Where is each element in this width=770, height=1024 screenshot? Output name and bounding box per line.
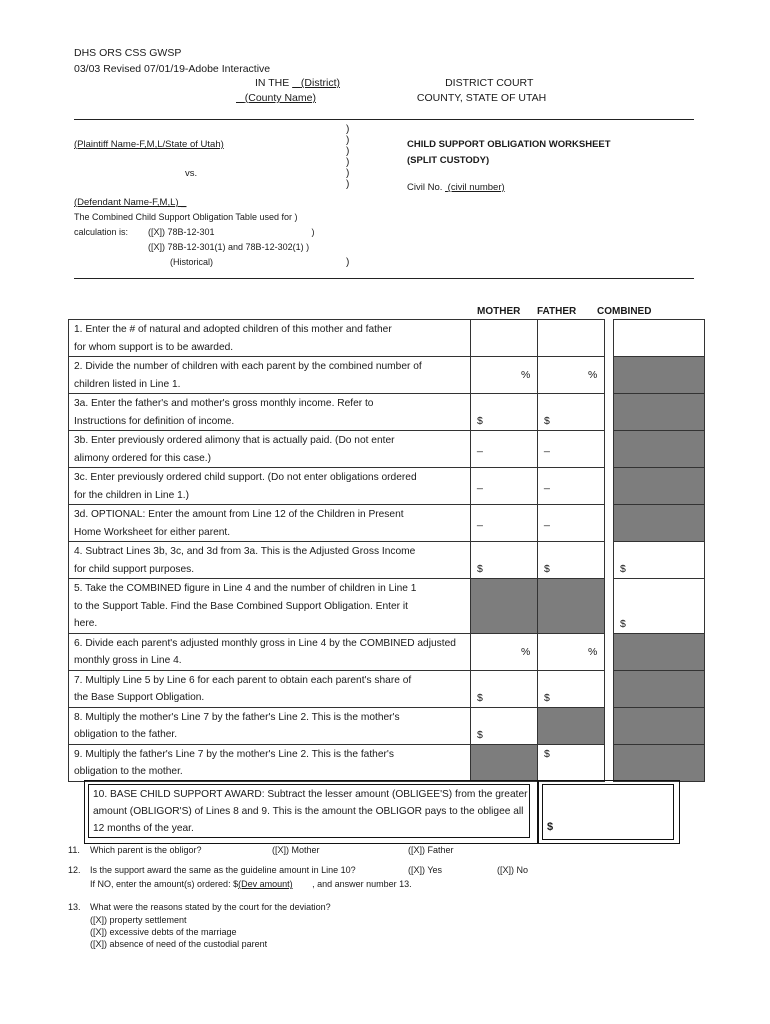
line-3d-combined: [614, 505, 705, 542]
line-8-text: 8. Multiply the mother's Line 7 by the father's Line 2. This is the mother's obligation to the father.: [69, 707, 471, 744]
county-line: (County Name) COUNTY, STATE OF UTAH: [236, 92, 546, 104]
line-3a-combined: [614, 394, 705, 431]
col-mother: MOTHER: [477, 306, 521, 317]
q12-sub: If NO, enter the amount(s) ordered: $(Dev amount) , and answer number 13.: [90, 879, 412, 889]
line-2-mother[interactable]: %: [471, 357, 538, 394]
line-3a-father[interactable]: $: [538, 394, 605, 431]
line-3c-father[interactable]: _: [538, 468, 605, 505]
line-3b-mother[interactable]: _: [471, 431, 538, 468]
q11-father-option[interactable]: ([X]) Father: [408, 845, 454, 855]
table-row: [69, 320, 705, 357]
deviation-amount-field[interactable]: (Dev amount): [238, 879, 293, 889]
line-3a-mother[interactable]: $: [471, 394, 538, 431]
col-father: FATHER: [537, 306, 577, 317]
q13-reason-need[interactable]: ([X]) absence of need of the custodial parent: [90, 939, 268, 949]
line-7-combined: [614, 670, 705, 707]
line-9-father[interactable]: $: [538, 744, 605, 781]
line-3a-text: 3a. Enter the father's and mother's gross monthly income. Refer to Instructions for definition of income.: [69, 394, 471, 431]
line-8-combined: [614, 707, 705, 744]
table-row: [69, 670, 705, 707]
line-9-text: 9. Multiply the father's Line 7 by the mother's Line 2. This is the father's obligation to the mother.: [69, 744, 471, 781]
worksheet-table: [68, 319, 705, 782]
line-6-mother[interactable]: %: [471, 633, 538, 670]
line-9-mother: [471, 744, 538, 781]
line-5-combined[interactable]: $: [614, 579, 705, 634]
divider: [74, 119, 694, 120]
calc-label: calculation is:: [74, 227, 129, 237]
q13-reason-debts[interactable]: ([X]) excessive debts of the marriage: [90, 927, 237, 937]
q12-yes-option[interactable]: ([X]) Yes: [408, 865, 443, 875]
line-1-father[interactable]: [538, 320, 605, 357]
table-option-3: (Historical): [170, 257, 214, 267]
q11-mother-option[interactable]: ([X]) Mother: [272, 845, 320, 855]
line-5-father: [538, 579, 605, 634]
table-row: [69, 431, 705, 468]
vs-label: vs.: [185, 168, 198, 179]
table-row: [69, 633, 705, 670]
line-1-combined[interactable]: [614, 320, 705, 357]
q13-number: 13.: [68, 902, 81, 912]
q11-number: 11.: [68, 845, 80, 855]
line-7-text: 7. Multiply Line 5 by Line 6 for each parent to obtain each parent's share of the Base Support Obligation.: [69, 670, 471, 707]
line-5-text: 5. Take the COMBINED figure in Line 4 and the number of children in Line 1 to the Support Table. Find the Base Combined Support Obligation. Enter it here.: [69, 579, 471, 634]
county-field[interactable]: (County Name): [244, 92, 316, 104]
form-id: DHS ORS CSS GWSP: [74, 47, 182, 59]
caption-bracket: ) ) ) ) ) ): [346, 124, 350, 190]
line-3d-father[interactable]: _: [538, 505, 605, 542]
defendant-field[interactable]: (Defendant Name-F,M,L) _: [74, 197, 187, 208]
divider: [74, 278, 694, 279]
q12-text: Is the support award the same as the guideline amount in Line 10?: [90, 865, 356, 875]
q13-text: What were the reasons stated by the court for the deviation?: [90, 902, 331, 912]
worksheet-subtitle: (SPLIT CUSTODY): [407, 155, 490, 166]
line-1-text: 1. Enter the # of natural and adopted children of this mother and father for whom support is to be awarded.: [69, 320, 471, 357]
table-option-1[interactable]: ([X]) 78B-12-301 ): [148, 227, 315, 237]
line-8-father: [538, 707, 605, 744]
table-row: [69, 505, 705, 542]
line-3d-text: 3d. OPTIONAL: Enter the amount from Line 12 of the Children in Present Home Worksheet for either parent.: [69, 505, 471, 542]
court-line: IN THE (District) DISTRICT COURT: [255, 77, 534, 89]
caption-bracket-end: ): [346, 257, 350, 268]
table-row: [69, 542, 705, 579]
line-3d-mother[interactable]: _: [471, 505, 538, 542]
line-1-mother[interactable]: [471, 320, 538, 357]
line-5-mother: [471, 579, 538, 634]
table-row: [69, 744, 705, 781]
table-row: [69, 357, 705, 394]
col-combined: COMBINED: [597, 306, 652, 317]
award-text: 10. BASE CHILD SUPPORT AWARD: Subtract the lesser amount (OBLIGEE'S) from the greater amount (OBLIGOR'S) of Lines 8 and 9. This is the amount the OBLIGOR pays to the obligee all 12 months of the year.: [88, 784, 530, 838]
q12-no-option[interactable]: ([X]) No: [497, 865, 529, 875]
line-4-father[interactable]: $: [538, 542, 605, 579]
line-6-text: 6. Divide each parent's adjusted monthly gross in Line 4 by the COMBINED adjusted monthly gross in Line 4.: [69, 633, 471, 670]
table-row: [69, 707, 705, 744]
line-9-combined: [614, 744, 705, 781]
line-4-combined[interactable]: $: [614, 542, 705, 579]
line-3c-mother[interactable]: _: [471, 468, 538, 505]
line-3b-combined: [614, 431, 705, 468]
table-row: [69, 468, 705, 505]
line-8-mother[interactable]: $: [471, 707, 538, 744]
line-7-father[interactable]: $: [538, 670, 605, 707]
line-3b-father[interactable]: _: [538, 431, 605, 468]
table-row: [69, 579, 705, 634]
civil-number-field[interactable]: (civil number): [447, 182, 505, 193]
q11-text: Which parent is the obligor?: [90, 845, 202, 855]
district-field[interactable]: (District): [300, 77, 340, 89]
plaintiff-field[interactable]: (Plaintiff Name-F,M,L/State of Utah): [74, 139, 224, 150]
line-2-combined: [614, 357, 705, 394]
line-4-mother[interactable]: $: [471, 542, 538, 579]
table-option-2[interactable]: ([X]) 78B-12-301(1) and 78B-12-302(1) ): [148, 242, 310, 252]
line-2-text: 2. Divide the number of children with each parent by the combined number of children listed in Line 1.: [69, 357, 471, 394]
table-row: [69, 394, 705, 431]
line-3c-combined: [614, 468, 705, 505]
line-2-father[interactable]: %: [538, 357, 605, 394]
table-used-label: The Combined Child Support Obligation Table used for ): [74, 212, 298, 222]
line-3b-text: 3b. Enter previously ordered alimony that is actually paid. (Do not enter alimony ordered for this case.): [69, 431, 471, 468]
revision-line: 03/03 Revised 07/01/19-Adobe Interactive: [74, 63, 271, 75]
line-6-father[interactable]: %: [538, 633, 605, 670]
q12-number: 12.: [68, 865, 81, 875]
line-3c-text: 3c. Enter previously ordered child support. (Do not enter obligations ordered for the children in Line 1.): [69, 468, 471, 505]
worksheet-title: CHILD SUPPORT OBLIGATION WORKSHEET: [407, 139, 611, 150]
line-7-mother[interactable]: $: [471, 670, 538, 707]
award-value-field[interactable]: $: [542, 784, 674, 840]
civil-no: Civil No. (civil number): [407, 182, 549, 193]
line-6-combined: [614, 633, 705, 670]
line-4-text: 4. Subtract Lines 3b, 3c, and 3d from 3a. This is the Adjusted Gross Income for child support purposes.: [69, 542, 471, 579]
q13-reason-property[interactable]: ([X]) property settlement: [90, 915, 187, 925]
